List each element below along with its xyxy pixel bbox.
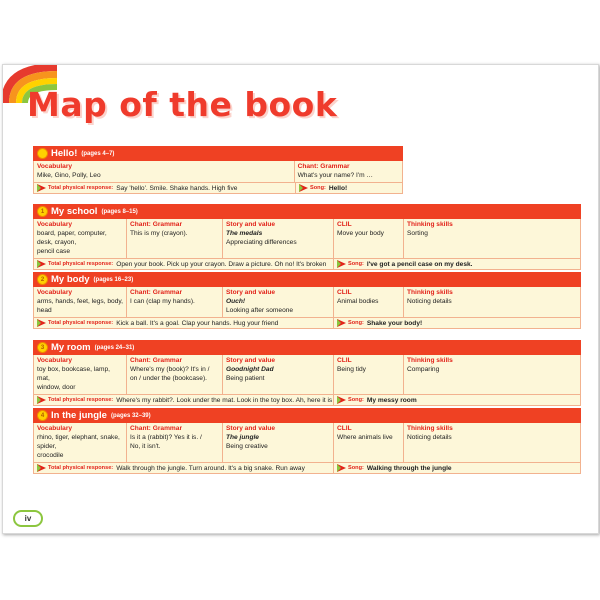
unit-column (127, 219, 223, 258)
column-text: Move your body (337, 230, 384, 237)
column-label: Thinking skills (407, 357, 453, 364)
unit-column (34, 423, 127, 462)
unit-columns (33, 355, 581, 394)
tpr-song-row (33, 462, 581, 474)
tpr-text: Say 'hello'. Smile. Shake hands. High five (116, 184, 238, 192)
unit-column (127, 355, 223, 394)
column-text: Animal bodies (337, 298, 379, 305)
unit-column (334, 287, 404, 317)
song-label: Song: (348, 261, 364, 267)
tpr-cell (34, 183, 296, 193)
song-title: My messy room (366, 396, 417, 404)
unit-columns (33, 161, 403, 182)
song-title: Walking through the jungle (366, 464, 452, 472)
page-number: iv (13, 510, 43, 527)
song-cell (296, 183, 402, 193)
column-label: CLIL (337, 357, 352, 364)
unit-header (33, 146, 403, 161)
column-text: Where animals live (337, 434, 393, 441)
unit-pages: (pages 24–31) (94, 344, 135, 351)
story-title: Ouch! (226, 298, 246, 305)
tpr-label: Total physical response: (48, 185, 114, 191)
tpr-text: Walk through the jungle. Turn around. It's a big snake. Run away (116, 464, 305, 472)
song-label: Song: (348, 320, 364, 326)
page-title: Map of the book (27, 85, 338, 124)
arrow-icon (337, 464, 346, 472)
column-text: rhino, tiger, elephant, snake, spider, (37, 434, 120, 450)
tpr-text: Kick a ball. It's a goal. Clap your hands. Hug your friend (116, 319, 279, 327)
unit-name: My room (51, 342, 91, 353)
unit-block (33, 146, 403, 194)
song-title: Hello! (328, 184, 348, 192)
unit-column (404, 219, 468, 258)
tpr-cell (34, 318, 334, 328)
column-text: toy box, bookcase, lamp, mat, (37, 366, 110, 382)
unit-column (34, 355, 127, 394)
column-label: Vocabulary (37, 163, 73, 170)
unit-block (33, 272, 581, 329)
column-label: Thinking skills (407, 289, 453, 296)
column-label: Thinking skills (407, 221, 453, 228)
song-cell (334, 259, 580, 269)
column-text: This is my (crayon). (130, 230, 188, 237)
unit-pages: (pages 4–7) (81, 150, 115, 157)
unit-name: In the jungle (51, 410, 107, 421)
column-label: Thinking skills (407, 425, 453, 432)
unit-number-badge (37, 148, 48, 159)
column-text: Being patient (226, 375, 265, 382)
tpr-song-row (33, 317, 581, 329)
column-label: CLIL (337, 425, 352, 432)
unit-column (404, 423, 468, 462)
song-label: Song: (348, 465, 364, 471)
column-text: I can (clap my hands). (130, 298, 195, 305)
unit-columns (33, 423, 581, 462)
song-cell (334, 318, 580, 328)
column-label: Story and value (226, 289, 276, 296)
unit-column (34, 161, 295, 182)
tpr-text: Where's my rabbit?. Look under the mat. Look in the toy box. Ah, here it is (116, 396, 333, 404)
tpr-label: Total physical response: (48, 397, 114, 403)
column-label: Chant: Grammar (130, 289, 183, 296)
unit-column (404, 287, 468, 317)
column-text: Is it a (rabbit)? Yes it is. / (130, 434, 202, 441)
arrow-icon (37, 319, 46, 327)
arrow-icon (37, 464, 46, 472)
song-cell (334, 395, 580, 405)
column-label: Chant: Grammar (297, 163, 350, 170)
column-label: Vocabulary (37, 357, 73, 364)
column-label: Vocabulary (37, 289, 73, 296)
song-label: Song: (348, 397, 364, 403)
unit-name: My school (51, 206, 98, 217)
column-label: Vocabulary (37, 221, 73, 228)
unit-column (223, 355, 334, 394)
arrow-icon (337, 396, 346, 404)
arrow-icon (299, 184, 308, 192)
column-text: board, paper, computer, desk, crayon, (37, 230, 107, 246)
column-text: Where's my (book)? It's in / (130, 366, 210, 373)
unit-number-badge: 1 (37, 206, 48, 217)
column-text: No, it isn't. (130, 443, 161, 450)
unit-columns (33, 287, 581, 317)
tpr-song-row (33, 394, 581, 406)
tpr-song-row (33, 182, 403, 194)
unit-column (334, 219, 404, 258)
unit-column (223, 287, 334, 317)
unit-number-badge: 4 (37, 410, 48, 421)
song-title: Shake your body! (366, 319, 423, 327)
unit-column (404, 355, 468, 394)
column-label: Story and value (226, 221, 276, 228)
tpr-label: Total physical response: (48, 261, 114, 267)
tpr-cell (34, 259, 334, 269)
unit-column (34, 219, 127, 258)
arrow-icon (37, 184, 46, 192)
tpr-cell (34, 395, 334, 405)
unit-block (33, 340, 581, 406)
tpr-cell (34, 463, 334, 473)
column-text: Noticing details (407, 298, 452, 305)
unit-column (295, 161, 402, 182)
unit-column (34, 287, 127, 317)
column-text: Comparing (407, 366, 440, 373)
unit-column (127, 423, 223, 462)
unit-column (223, 219, 334, 258)
unit-column (334, 355, 404, 394)
tpr-song-row (33, 258, 581, 270)
column-text: Looking after someone (226, 307, 294, 314)
column-label: Vocabulary (37, 425, 73, 432)
column-label: Story and value (226, 425, 276, 432)
column-label: CLIL (337, 289, 352, 296)
unit-header (33, 204, 581, 219)
unit-name: My body (51, 274, 90, 285)
story-title: The medals (226, 230, 263, 237)
story-title: The jungle (226, 434, 259, 441)
song-cell (334, 463, 580, 473)
column-text: on / under the (bookcase). (130, 375, 207, 382)
unit-block (33, 204, 581, 270)
unit-column (223, 423, 334, 462)
unit-column (127, 287, 223, 317)
column-text: pencil case (37, 248, 70, 255)
book-page (2, 64, 599, 534)
arrow-icon (337, 260, 346, 268)
tpr-label: Total physical response: (48, 465, 114, 471)
column-text: Sorting (407, 230, 428, 237)
column-label: Chant: Grammar (130, 425, 183, 432)
column-text: window, door (37, 384, 76, 391)
column-text: Mike, Gino, Polly, Leo (37, 172, 101, 179)
arrow-icon (337, 319, 346, 327)
unit-number-badge: 3 (37, 342, 48, 353)
column-text: Noticing details (407, 434, 452, 441)
unit-pages: (pages 8–15) (101, 208, 138, 215)
arrow-icon (37, 260, 46, 268)
unit-name: Hello! (51, 148, 78, 159)
column-label: Story and value (226, 357, 276, 364)
unit-pages: (pages 16–23) (93, 276, 134, 283)
unit-header (33, 272, 581, 287)
story-title: Goodnight Dad (226, 366, 274, 373)
column-text: crocodile (37, 452, 64, 459)
song-title: I've got a pencil case on my desk. (366, 260, 473, 268)
column-text: What's your name? I'm … (297, 172, 374, 179)
column-label: Chant: Grammar (130, 221, 183, 228)
unit-column (334, 423, 404, 462)
unit-header (33, 340, 581, 355)
unit-number-badge: 2 (37, 274, 48, 285)
column-text: Appreciating differences (226, 239, 297, 246)
tpr-label: Total physical response: (48, 320, 114, 326)
unit-columns (33, 219, 581, 258)
unit-block (33, 408, 581, 474)
song-label: Song: (310, 185, 326, 191)
column-text: Being tidy (337, 366, 366, 373)
column-label: Chant: Grammar (130, 357, 183, 364)
tpr-text: Open your book. Pick up your crayon. Draw a picture. Oh no! It's broken (116, 260, 327, 268)
unit-header (33, 408, 581, 423)
unit-pages: (pages 32–39) (110, 412, 151, 419)
column-label: CLIL (337, 221, 352, 228)
arrow-icon (37, 396, 46, 404)
column-text: Being creative (226, 443, 268, 450)
column-text: arms, hands, feet, legs, body, head (37, 298, 124, 314)
